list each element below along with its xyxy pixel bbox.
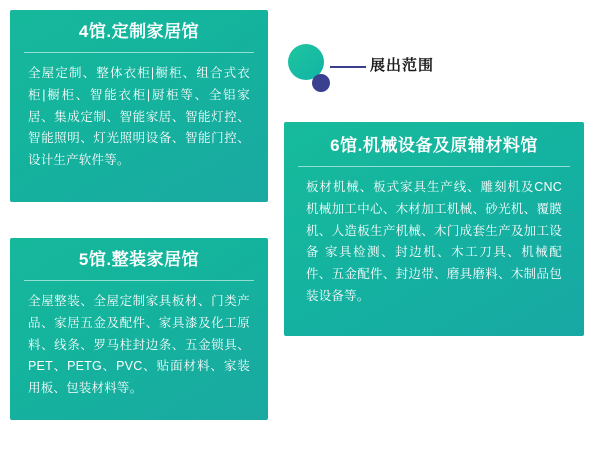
hall-card-6-title: 6馆.机械设备及原辅材料馆 bbox=[330, 136, 538, 155]
hall-card-6-divider bbox=[298, 166, 570, 167]
hall-card-5-divider bbox=[24, 280, 254, 281]
hall-card-4-title: 4馆.定制家居馆 bbox=[78, 22, 200, 41]
hall-card-5-body: 全屋整装、全屋定制家具板材、门类产品、家居五金及配件、家具漆及化工原料、线条、罗马柱封边条、五金锁具、PET、PETG、PVC、贴面材料、家装用板、包装材料等。 bbox=[28, 293, 250, 396]
hall-card-4-body: 全屋定制、整体衣柜|橱柜、组合式衣柜|橱柜、智能衣柜|厨柜等、全铝家居、集成定制、智能家居、智能灯控、智能照明、灯光照明设备、智能门控、设计生产软件等。 bbox=[28, 65, 250, 168]
hall-card-5 bbox=[10, 238, 268, 420]
legend bbox=[284, 26, 464, 96]
hall-card-6 bbox=[284, 122, 584, 336]
hall-card-4 bbox=[10, 10, 268, 202]
legend-label: 展出范围 bbox=[370, 57, 435, 74]
hall-card-5-title: 5馆.整装家居馆 bbox=[78, 250, 200, 269]
legend-connector-line bbox=[330, 66, 366, 68]
circle-navy-icon bbox=[312, 74, 330, 92]
hall-card-6-body: 板材机械、板式家具生产线、雕刻机及CNC机械加工中心、木材加工机械、砂光机、覆膜机、人造板生产机械、木门成套生产及加工设备 家具检测、封边机、木工刀具、机械配件、五金配件、封边带、磨具磨料、木制品包装设备等。 bbox=[306, 179, 562, 304]
hall-card-4-divider bbox=[24, 52, 254, 53]
